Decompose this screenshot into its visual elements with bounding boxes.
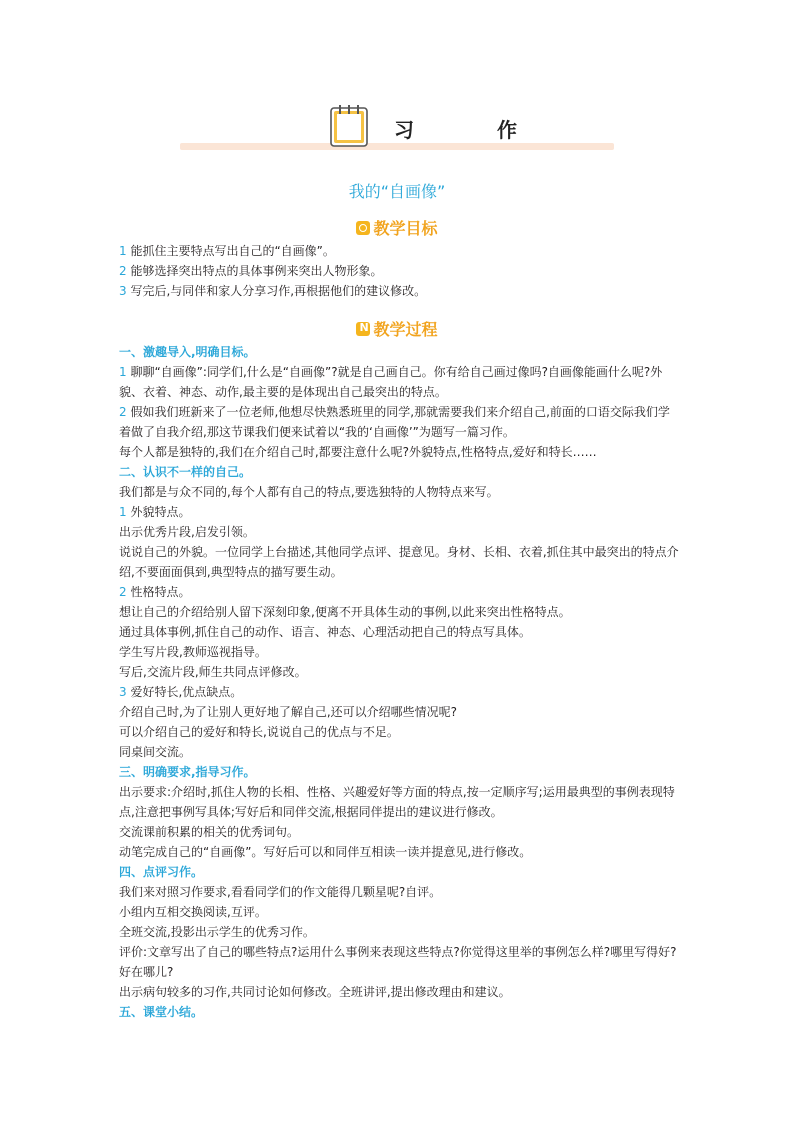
document-title: 我的“自画像” — [348, 182, 446, 201]
section-title: 一、激趣导入,明确目标。 — [119, 345, 256, 359]
paragraph: 动笔完成自己的“自画像”。写好后可以和同伴互相读一读并提意见,进行修改。 — [119, 845, 532, 859]
header-underline — [180, 143, 614, 150]
paragraph: 可以介绍自己的爱好和特长,说说自己的优点与不足。 — [119, 725, 399, 739]
subsection-title: 3 爱好特长,优点缺点。 — [119, 685, 243, 699]
paragraph: 出示优秀片段,启发引领。 — [119, 525, 255, 539]
paragraph: 交流课前积累的相关的优秀词句。 — [119, 825, 300, 839]
subsection-title: 2 性格特点。 — [119, 585, 191, 599]
section-title: 四、点评习作。 — [119, 865, 204, 879]
process-heading: N教学过程 — [0, 317, 794, 340]
process-icon — [356, 322, 370, 336]
goal-item: 2 能够选择突出特点的具体事例来突出人物形象。 — [119, 264, 383, 278]
paragraph: 每个人都是独特的,我们在介绍自己时,都要注意什么呢?外貌特点,性格特点,爱好和特长…… — [119, 445, 597, 459]
paragraph: 出示病句较多的习作,共同讨论如何修改。全班讲评,提出修改理由和建议。 — [119, 985, 511, 999]
process-body — [119, 342, 679, 1022]
paragraph: 评价:文章写出了自己的哪些特点?运用什么事例来表现这些特点?你觉得这里举的事例怎么样?哪里写得好?好在哪儿? — [119, 945, 677, 979]
section-title: 三、明确要求,指导习作。 — [119, 765, 256, 779]
paragraph: 我们来对照习作要求,看看同学们的作文能得几颗星呢?自评。 — [119, 885, 442, 899]
paragraph: 说说自己的外貌。一位同学上台描述,其他同学点评、提意见。身材、长相、衣着,抓住其中最突出的特点介绍,不要面面俱到,典型特点的描写要生动。 — [119, 545, 679, 579]
goal-item: 3 写完后,与同伴和家人分享习作,再根据他们的建议修改。 — [119, 284, 427, 298]
paragraph: 出示要求:介绍时,抓住人物的长相、性格、兴趣爱好等方面的特点,按一定顺序写;运用最典型的事例表现特点,注意把事例写具体;写好后和同伴交流,根据同伴提出的建议进行修改。 — [119, 785, 675, 819]
paragraph: 全班交流,投影出示学生的优秀习作。 — [119, 925, 315, 939]
paragraph: 写后,交流片段,师生共同点评修改。 — [119, 665, 307, 679]
section-title: 五、课堂小结。 — [119, 1005, 204, 1019]
paragraph: 介绍自己时,为了让别人更好地了解自己,还可以介绍哪些情况呢? — [119, 705, 458, 719]
page-header — [180, 100, 614, 152]
section-title: 二、认识不一样的自己。 — [119, 465, 252, 479]
paragraph: 2 假如我们班新来了一位老师,他想尽快熟悉班里的同学,那就需要我们来介绍自己,前面的口语交际我们学着做了自我介绍,那这节课我们便来试着以“我的‘自画像’”为题写一篇习作。 — [119, 405, 670, 439]
goal-item: 1 能抓住主要特点写出自己的“自画像”。 — [119, 244, 335, 258]
paragraph: 通过具体事例,抓住自己的动作、语言、神态、心理活动把自己的特点写具体。 — [119, 625, 531, 639]
paragraph: 想让自己的介绍给别人留下深刻印象,便离不开具体生动的事例,以此来突出性格特点。 — [119, 605, 571, 619]
paragraph: 学生写片段,教师巡视指导。 — [119, 645, 267, 659]
paragraph: 小组内互相交换阅读,互评。 — [119, 905, 267, 919]
notepad-icon — [325, 100, 375, 150]
paragraph: 我们都是与众不同的,每个人都有自己的特点,要选独特的人物特点来写。 — [119, 485, 499, 499]
subsection-title: 1 外貌特点。 — [119, 505, 191, 519]
paragraph: 同桌间交流。 — [119, 745, 192, 759]
goals-list — [119, 241, 679, 301]
goals-heading: 教学目标 — [0, 216, 794, 239]
header-title: 习 作 — [394, 118, 555, 142]
target-icon — [356, 221, 370, 235]
paragraph: 1 聊聊“自画像”:同学们,什么是“自画像”?就是自己画自己。你有给自己画过像吗?自画像能画什么呢?外貌、衣着、神态、动作,最主要的是体现出自己最突出的特点。 — [119, 365, 663, 399]
